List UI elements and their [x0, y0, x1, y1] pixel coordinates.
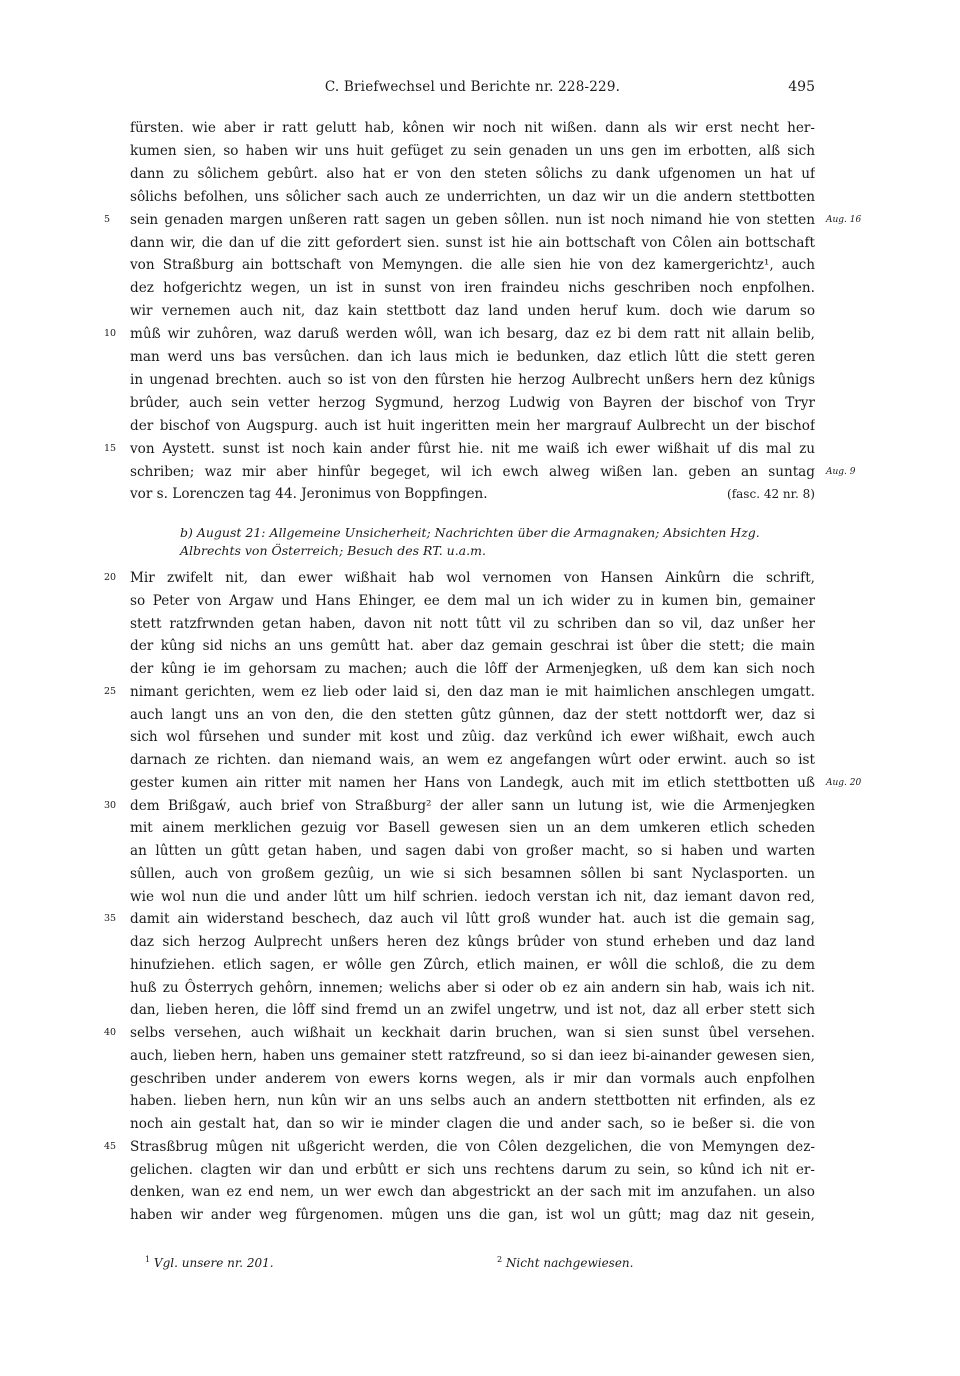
- archive-reference: (fasc. 42 nr. 8): [727, 487, 815, 501]
- text-line: der kûng sid nichs an uns gemûtt hat. aber daz gemain geschrai ist ûber die stett; die main: [130, 638, 815, 655]
- text-line: von Aystett. sunst ist noch kain ander fûrst hie. nit me waiß ich ewer wißhait uf dis mal zu: [130, 440, 815, 457]
- text-line: noch ain gestalt hat, dan so wir ie minder clagen die und ander sach, so ie beßer si. die von: [130, 1116, 815, 1132]
- text-line: haben wir ander weg fûrgenomen. mûgen uns die gan, ist wol un gûtt; mag daz nit gesein,: [130, 1207, 815, 1223]
- text-line: dez hofgerichtz wegen, un ist in sunst von iren fraindeu nichs geschriben noch enpfolhen.: [130, 280, 815, 297]
- text-line: haben. lieben hern, nun kûn wir an uns selbs auch an andern stettbotten nit erfinden, als ez: [130, 1093, 815, 1110]
- footnote-mark: 2: [497, 1255, 503, 1264]
- text-line: der bischof von Augspurg. auch ist huit ingeritten mein her margrauf Aulbrecht un der bischof: [130, 417, 815, 434]
- line-number: 45: [104, 1140, 117, 1152]
- section-heading-line-2: Albrechts von Österreich; Besuch des RT. u.a.m.: [180, 543, 486, 558]
- text-line: sein genaden margen unßeren ratt sagen un geben sôllen. nun ist noch nimand hie von stetten: [130, 211, 815, 228]
- text-line: wir vernemen auch nit, daz kain stettbott daz land unden heruf kum. doch wie darum so: [130, 303, 815, 320]
- margin-date: Aug. 20: [826, 777, 862, 788]
- text-line: hinufziehen. etlich sagen, er wôlle gen Zûrch, etlich mainen, er wôll die schloß, die zu dem: [130, 956, 815, 973]
- line-number: 15: [104, 442, 117, 454]
- footnote-2: [497, 1256, 633, 1270]
- text-line: daz sich herzog Aulprecht unßers heren dez kûngs brûder von stund erheben und daz land: [130, 934, 815, 950]
- line-number: 40: [104, 1027, 117, 1038]
- text-line: dem Brißgaẃ, auch brief von Straßburg² der aller sann un lutung ist, wie die Armenjegken: [130, 797, 815, 814]
- margin-date: Aug. 9: [826, 466, 856, 477]
- footnote-mark: 1: [145, 1255, 151, 1264]
- margin-date: Aug. 16: [826, 214, 862, 225]
- text-line: darnach ze richten. dan niemand wais, an wem ez angefangen wûrt oder erwint. auch so ist: [130, 752, 815, 768]
- text-line: selbs versehen, auch wißhait un keckhait darin bruchen, wan si sien sunst ûbel versehen.: [130, 1025, 815, 1041]
- running-header: [130, 79, 815, 99]
- line-number: 30: [104, 799, 117, 811]
- text-line: geschriben under anderem von ewers korns wegen, als ir mir dan vormals auch enpfolhen: [130, 1070, 815, 1087]
- text-line: an lûtten un gûtt getan haben, und sagen dabi von großer macht, so si haben und warten: [130, 843, 815, 859]
- text-line: huß zu Ôsterrych gehôrn, innemen; welichs aber si oder ob ez ain andern sin hab, wais ich nit.: [130, 979, 815, 996]
- text-line: sich wol fûrsehen und sunder mit kost und zûig. daz verkûnd ich ewer wißhait, ewch auch: [130, 729, 815, 746]
- page-number: 495: [788, 79, 815, 95]
- text-line: auch, lieben hern, haben uns gemainer stett ratzfreund, so si dan ieez bi-ainander gewesen sien,: [130, 1047, 815, 1064]
- text-line: kumen sien, so haben wir uns huit gefüget zu sein genaden un uns gen im erbotten, alß sich: [130, 142, 815, 159]
- footnote-1: [145, 1256, 274, 1270]
- text-line: von Straßburg ain bottschaft von Memyngen. die alle sien hie von dez kamergerichtz¹, auch: [130, 257, 815, 274]
- line-number: 35: [104, 913, 117, 925]
- text-line: damit ain widerstand beschech, daz auch vil lûtt groß wunder hat. auch ist die gemain sag,: [130, 911, 815, 928]
- text-line: denken, wan ez end nem, un wer ewch dan abgestrickt an der sach mit im anzufahen. un also: [130, 1184, 815, 1201]
- line-number: 20: [104, 572, 117, 583]
- text-line: dann wir, die dan uf die zitt gefordert sien. sunst ist hie ain bottschaft von Côlen ain bottschaft: [130, 234, 815, 251]
- section-heading-line-1: b) August 21: Allgemeine Unsicherheit; Nachrichten über die Armagnaken; Absichten Hzg.: [180, 525, 760, 540]
- text-line: mûß wir zuhôren, waz daruß werden wôll, wan ich besarg, daz ez bi dem ratt nit allain belib,: [130, 326, 815, 343]
- text-line: in ungenad brechten. auch so ist von den fûrsten hie herzog Aulbrecht unßers hern dez kûnigs: [130, 371, 815, 388]
- text-line: Mir zwifelt nit, dan ewer wißhait hab wol vernomen von Hansen Ainkûrn die schrift,: [130, 570, 815, 586]
- text-line: fürsten. wie aber ir ratt gelutt hab, kônen wir noch nit wißen. dann als wir erst necht her-: [130, 120, 815, 136]
- text-line: Strasßbrug mûgen nit ußgericht werden, die von Côlen dezgelichen, die von Memyngen dez-: [130, 1138, 815, 1155]
- text-line: dan, lieben heren, die lôff sind fremd un an zwifel ungetrw, und ist not, daz all erber stett sich: [130, 1002, 815, 1019]
- text-line: so Peter von Argaw und Hans Ehinger, ee dem mal un ich wider zu in kumen bin, gemainer: [130, 592, 815, 609]
- text-line: der kûng ie im gehorsam zu machen; auch die lôff der Armenjegken, uß dem kan sich noch: [130, 661, 815, 677]
- text-line: dann zu sôlichem gebûrt. also hat er von den steten sôlichs zu dank ufgenomen un hat uf: [130, 165, 815, 182]
- text-line: wie wol nun die und ander lûtt um hilf schrien. iedoch verstan ich nit, daz iemant davon red,: [130, 888, 815, 905]
- line-number: 5: [104, 213, 111, 225]
- text-line: man werd uns bas versûchen. dan ich laus mich ie bedunken, daz etlich lûtt die stett geren: [130, 349, 815, 365]
- closing-line: [130, 483, 815, 505]
- text-line: gelichen. clagten wir dan und erbûtt er sich uns rechtens darum zu sein, so kûnd ich nit er-: [130, 1161, 815, 1178]
- text-line: stett ratzfrwnden getan haben, davon nit nott tûtt vil zu schriben dan so vil, daz unßer her: [130, 615, 815, 632]
- line-number: 25: [104, 685, 117, 697]
- line-number: 10: [104, 328, 117, 340]
- text-line: nimant gerichten, wem ez lieb oder laid si, den daz man ie mit haimlichen anschlegen umgatt.: [130, 683, 815, 700]
- footnote-text: Vgl. unsere nr. 201.: [153, 1256, 274, 1270]
- text-line: brûder, auch sein vetter herzog Sygmund, herzog Ludwig von Bayren der bischof von Tryr: [130, 394, 815, 411]
- footnote-text: Nicht nachgewiesen.: [505, 1256, 634, 1270]
- text-line: auch langt uns an von den, die den stetten gûtz gûnnen, daz der stett nottdorft wer, daz si: [130, 706, 815, 723]
- text-line: mit ainem merklichen gezuig vor Basell gewesen sien un an dem umkeren etlich scheden: [130, 820, 815, 837]
- text-line: sûllen, auch von großem gezûig, un wie si sich besamnen sôllen bi sant Nyclasporten. un: [130, 865, 815, 882]
- text-line: sôlichs befolhen, uns sôlicher sach auch ze underrichten, un daz wir un die andern stettbotten: [130, 188, 815, 205]
- header-title: C. Briefwechsel und Berichte nr. 228-229.: [324, 79, 621, 95]
- text-line: gester kumen ain ritter mit namen her Hans von Landegk, auch mit im etlich stettbotten uß: [130, 774, 815, 791]
- text-line: schriben; waz mir aber hinfûr begeget, wil ich ewch alweg wißen lan. geben an suntag: [130, 463, 815, 480]
- closing-text: vor s. Lorenczen tag 44. Jeronimus von Boppfingen.: [130, 486, 488, 502]
